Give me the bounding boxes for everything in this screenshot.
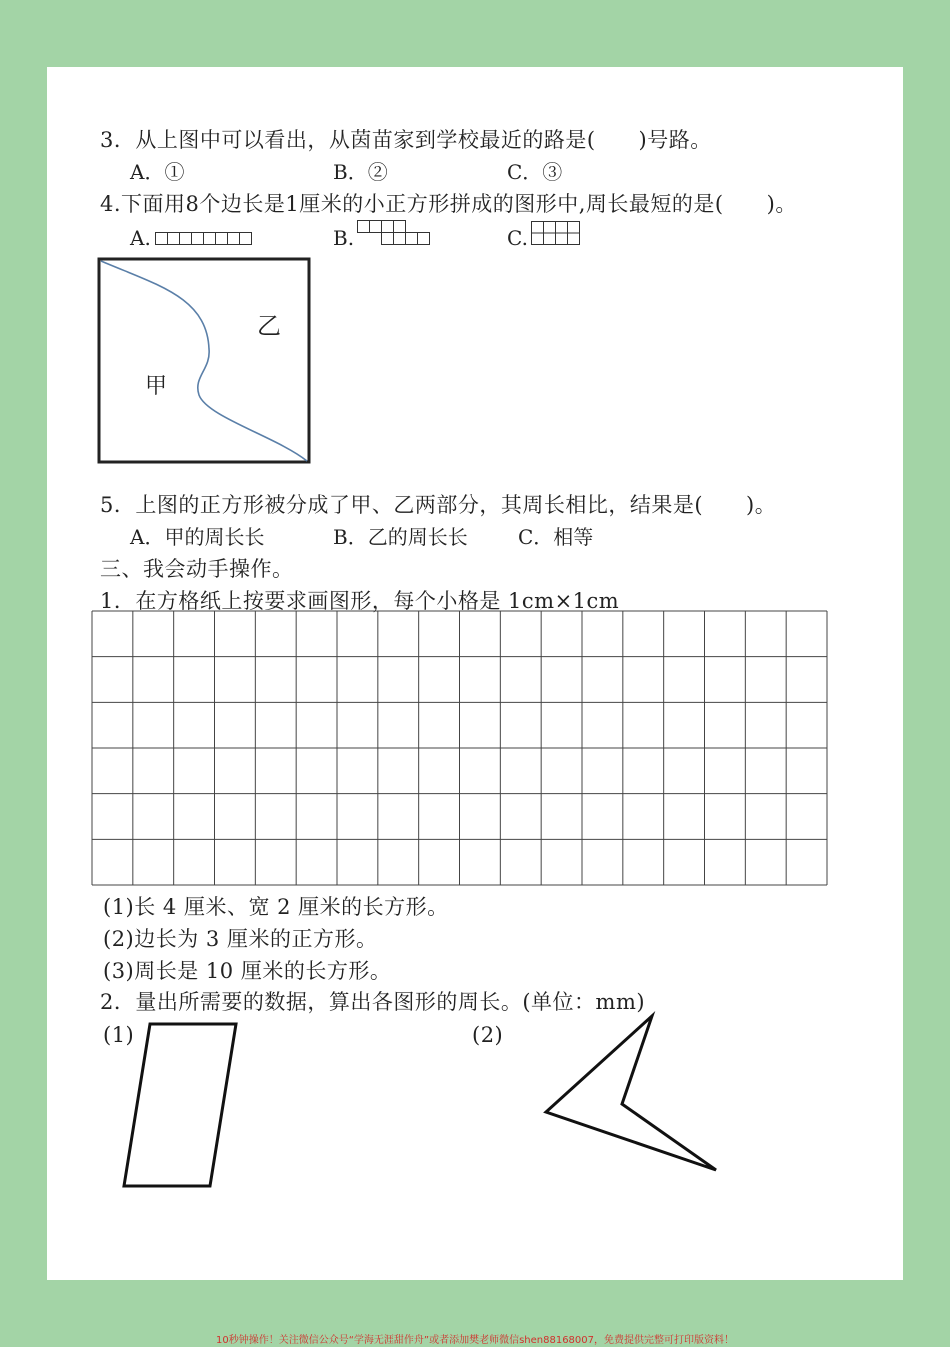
shape-c-block (531, 221, 581, 246)
figure-label-jia: 甲 (145, 374, 168, 399)
question-3-option-b: B．② (333, 160, 388, 184)
practice-1-item-1: (1)长 4 厘米、宽 2 厘米的长方形。 (103, 895, 449, 919)
question-4-option-a: A. (130, 226, 151, 250)
practice-2-label-2: (2) (472, 1023, 504, 1047)
shape-b-stepped (357, 220, 433, 246)
question-5-text: 5．上图的正方形被分成了甲、乙两部分，其周长相比，结果是( )。 (100, 493, 777, 517)
practice-2-label-1: (1) (103, 1023, 135, 1047)
practice-1-item-3: (3)周长是 10 厘米的长方形。 (103, 959, 392, 983)
footer-note: 10秒钟操作！关注微信公众号“学海无涯甜作舟”或者添加樊老师微信shen88168007，免费提供完整可打印版资料！ (215, 1335, 735, 1346)
question-3-text: 3．从上图中可以看出，从茵苗家到学校最近的路是( )号路。 (100, 128, 712, 152)
question-3-option-a: A．① (130, 160, 185, 184)
practice-1-text: 1．在方格纸上按要求画图形，每个小格是 1cm×1cm (100, 589, 620, 613)
practice-2-text: 2．量出所需要的数据，算出各图形的周长。(单位：mm) (100, 990, 646, 1014)
practice-1-item-2: (2)边长为 3 厘米的正方形。 (103, 927, 378, 951)
arrowhead-shape (540, 1012, 722, 1176)
figure-label-yi: 乙 (257, 312, 282, 340)
section-3-title: 三、我会动手操作。 (100, 557, 294, 581)
question-5-option-b: B．乙的周长长 (333, 525, 468, 549)
parallelogram-shape (120, 1020, 240, 1190)
question-5-option-a: A．甲的周长长 (130, 525, 265, 549)
question-5-option-c: C．相等 (518, 525, 594, 549)
question-4-text: 4.下面用8个边长是1厘米的小正方形拼成的图形中,周长最短的是( )。 (100, 192, 797, 216)
shape-a-squares-row (155, 232, 253, 245)
grid-paper (91, 610, 828, 886)
question-3-option-c: C．③ (507, 160, 563, 184)
question-4-option-b: B. (333, 226, 355, 250)
divided-square-figure (97, 257, 312, 465)
question-4-option-c: C. (507, 226, 528, 250)
